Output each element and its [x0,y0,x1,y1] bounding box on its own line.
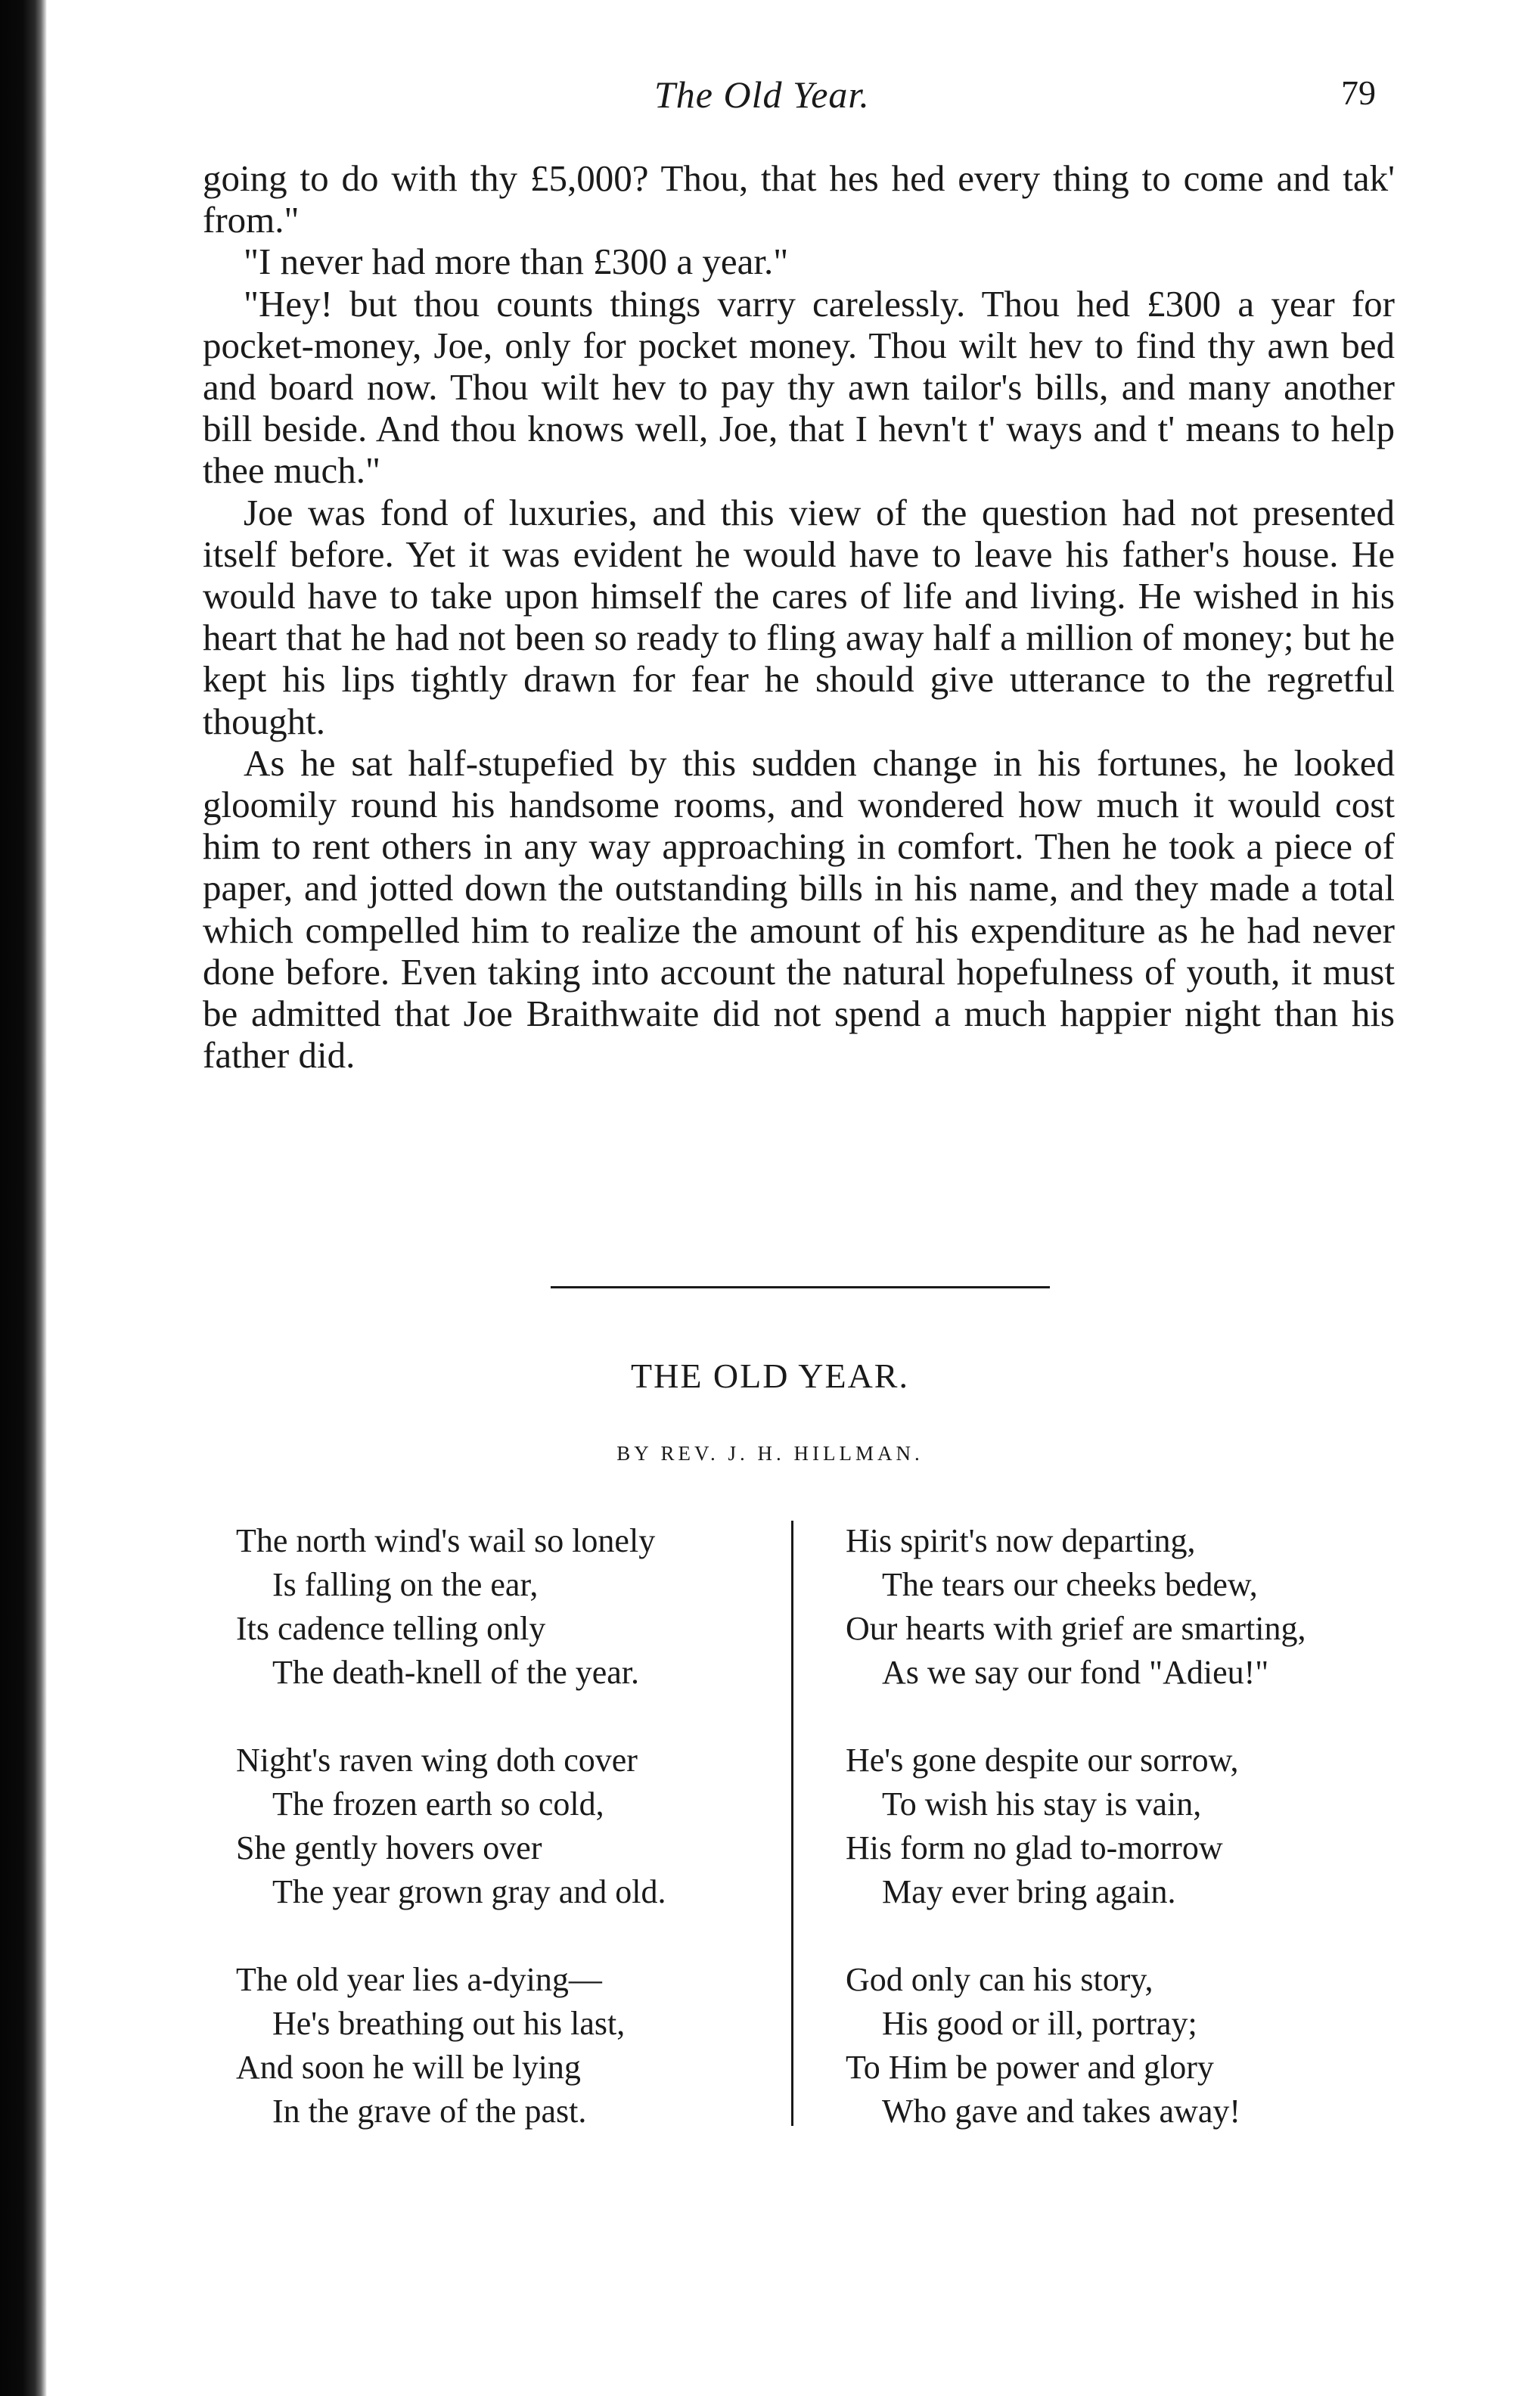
verse-line: The north wind's wail so lonely [236,1522,656,1559]
verse-line: The year grown gray and old. [272,1873,666,1910]
verse-line: God only can his story, [846,1961,1153,1998]
poem-title: THE OLD YEAR. [631,1356,909,1395]
verse-line: Who gave and takes away! [882,2093,1241,2130]
verse-line: He's gone despite our sorrow, [846,1742,1239,1779]
verse-line: May ever bring again. [882,1873,1176,1910]
paragraph: As he sat half-stupefied by this sudden change in his fortunes, he looked gloomily round his handsome rooms, and wondered how much it would cost him to rent others in any way approaching in comfort. Then he took a piece of paper, and jotted down the outstanding bills in his name, and they made a total which compelled him to realize the amount of his expenditure as he had never done before. Even taking into account the natural hopefulness of youth, it must be admitted that Joe Braithwaite did not spend a much happier night than his father did. [203,741,1395,1077]
poem-byline: BY REV. J. H. HILLMAN. [616,1442,924,1465]
poem-right-column [846,1519,1420,2133]
verse-line: As we say our fond "Adieu!" [882,1654,1269,1691]
verse-line: The tears our cheeks bedew, [882,1566,1258,1603]
running-head [0,73,1540,126]
verse-line: She gently hovers over [236,1829,542,1866]
verse-line: The death-knell of the year. [272,1654,640,1691]
running-title: The Old Year. [654,73,870,116]
paragraph: Joe was fond of luxuries, and this view of the question had not presented itself before. Yet it was evident he would have to leave his father's house. He would have to take upon himself the cares of life and living. He wished in his heart that he had not been so ready to fling away half a million of money; but he kept his lips tightly drawn for fear he should give utterance to the regretful thought. [203,491,1395,742]
section-divider-rule [551,1286,1050,1288]
stanza [846,1519,1420,1695]
verse-line: Our hearts with grief are smarting, [846,1610,1306,1647]
prose-body [203,157,1395,1076]
poem-left-column [236,1519,781,2133]
verse-line: And soon he will be lying [236,2049,581,2086]
stanza [846,1739,1420,1914]
verse-line: In the grave of the past. [272,2093,587,2130]
stanza [846,1958,1420,2133]
paragraph: "I never had more than £300 a year." [244,241,789,283]
paragraph: going to do with thy £5,000? Thou, that hes hed every thing to come and tak' from." [203,157,1395,241]
stanza [236,1739,781,1914]
verse-line: His form no glad to-morrow [846,1829,1223,1866]
verse-line: The frozen earth so cold, [272,1785,604,1823]
stanza [236,1519,781,1695]
verse-line: Is falling on the ear, [272,1566,539,1603]
paragraph: "Hey! but thou counts things varry carelessly. Thou hed £300 a year for pocket-money, Joe, only for pocket money. Thou wilt hev to find thy awn bed and board now. Thou wilt hev to pay thy awn tailor's bills, and many another bill beside. And thou knows well, Joe, that I hevn't t' ways and t' means to help thee much." [203,282,1395,492]
book-binding-edge [0,0,47,2396]
verse-line: His spirit's now departing, [846,1522,1196,1559]
stanza [236,1958,781,2133]
verse-line: Its cadence telling only [236,1610,546,1647]
verse-line: To wish his stay is vain, [882,1785,1202,1823]
verse-line: Night's raven wing doth cover [236,1742,638,1779]
verse-line: To Him be power and glory [846,2049,1214,2086]
poem-column-divider [791,1521,793,2126]
page-number: 79 [1341,73,1376,112]
verse-line: The old year lies a-dying— [236,1961,602,1998]
verse-line: He's breathing out his last, [272,2005,626,2042]
verse-line: His good or ill, portray; [882,2005,1197,2042]
